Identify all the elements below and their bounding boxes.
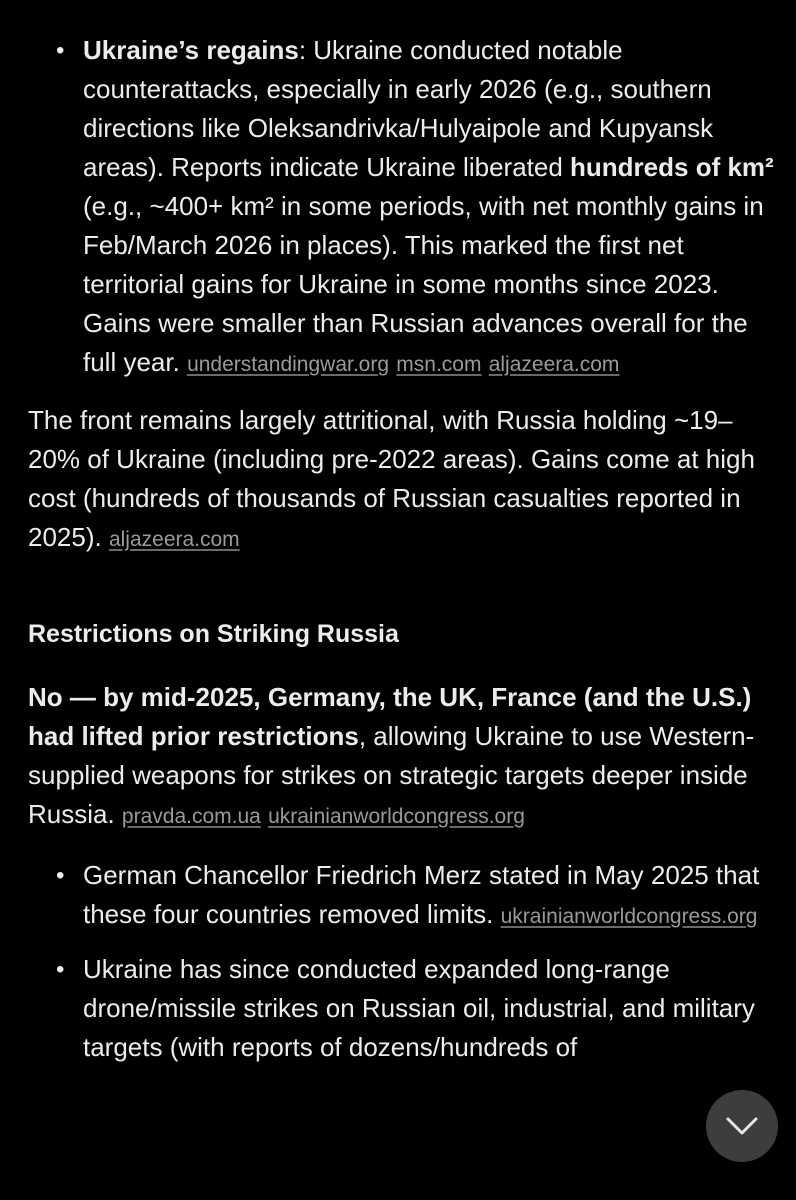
list-item-text: Ukraine has since conducted expanded long-range drone/missile strikes on Russian oil, industrial, and military targets (with reports of dozens/hundreds of — [83, 954, 755, 1062]
list-item-ukraine-regains — [28, 31, 780, 384]
section-heading: Restrictions on Striking Russia — [28, 620, 399, 648]
text-run: German Chancellor Friedrich Merz stated in May 2025 that these four countries removed limits. — [83, 860, 760, 929]
text-run: , allowing Ukraine to use Western-supplied weapons for strikes on strategic targets deeper inside Russia. — [28, 721, 755, 829]
text-run: : Ukraine conducted notable counterattacks, especially in early 2026 (e.g., southern directions like Oleksandrivka/Hulyaipole and Kupyansk areas). Reports indicate Ukraine liberated — [83, 35, 714, 182]
bullet-list — [28, 856, 780, 1067]
bold-phrase: hundreds of km² — [570, 152, 774, 182]
scroll-to-bottom-button[interactable] — [706, 1090, 778, 1162]
response-content — [28, 31, 780, 1067]
list-item — [28, 856, 780, 936]
bullet-icon: • — [56, 862, 65, 889]
text-run: (e.g., ~400+ km² in some periods, with net monthly gains in Feb/March 2026 in places). This marked the first net territorial gains for Ukraine in some months since 2023. Gains were smaller than Russian advances overall for the full year. — [83, 191, 764, 377]
bold-term: Ukraine’s regains — [83, 35, 299, 65]
list-item-text — [83, 856, 780, 936]
bullet-icon: • — [56, 37, 65, 64]
citation-link[interactable]: aljazeera.com — [488, 353, 620, 376]
paragraph-front — [28, 401, 780, 559]
list-item — [28, 950, 780, 1067]
citation-link[interactable]: ukrainianworldcongress.org — [500, 905, 758, 928]
list-item-text — [83, 31, 780, 384]
bullet-icon: • — [56, 956, 65, 983]
citation-link[interactable]: understandingwar.org — [187, 353, 390, 376]
citation-link[interactable]: pravda.com.ua — [121, 805, 261, 828]
citation-link[interactable]: ukrainianworldcongress.org — [268, 805, 525, 828]
text-run: The front remains largely attritional, with Russia holding ~19–20% of Ukraine (including pre-2022 areas). Gains come at high cost (hundreds of thousands of Russian casualties reported in 2025). — [28, 405, 755, 552]
chevron-down-icon — [725, 1116, 759, 1136]
citation-link[interactable]: aljazeera.com — [108, 528, 240, 551]
citation-link[interactable]: msn.com — [396, 353, 482, 376]
bold-phrase: No — by mid-2025, Germany, the UK, France (and the U.S.) had lifted prior restrictions — [28, 682, 752, 751]
paragraph-restrictions — [28, 678, 780, 836]
